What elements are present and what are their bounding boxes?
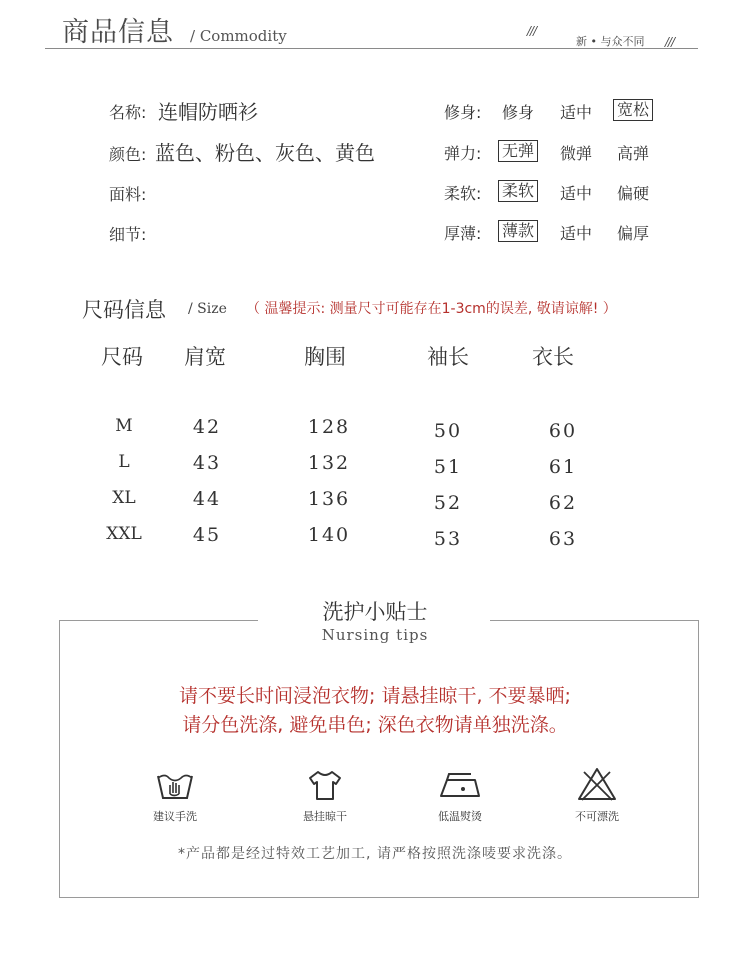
size-cell: XL: [112, 488, 136, 508]
header-tagline: 新 • 与众不同: [576, 35, 645, 48]
attribute-label: 厚薄:: [444, 224, 482, 243]
attribute-option: 适中: [560, 184, 593, 203]
table-cell: 43: [192, 452, 222, 474]
table-cell: 50: [433, 420, 463, 442]
low-iron-label: 低温熨烫: [438, 810, 482, 823]
attribute-label: 修身:: [444, 103, 482, 122]
table-header: 袖长: [427, 345, 469, 369]
hand-wash-icon: [155, 768, 195, 802]
hang-dry-label: 悬挂晾干: [303, 810, 347, 823]
table-cell: 128: [307, 416, 351, 438]
section-title-commodity: 商品信息: [62, 17, 174, 48]
attribute-option: 适中: [560, 103, 593, 122]
attribute-option: 偏厚: [617, 224, 650, 243]
care-footnote: *产品都是经过特效工艺加工, 请严格按照洗涤唛要求洗涤。: [178, 846, 572, 862]
table-cell: 62: [548, 492, 578, 514]
table-cell: 132: [307, 452, 351, 474]
care-item-low-iron: [405, 768, 515, 824]
size-cell: L: [118, 452, 130, 472]
decor-slashes-left: ///: [527, 24, 537, 38]
care-warning-line-1: 请不要长时间浸泡衣物; 请悬挂晾干, 不要暴晒;: [179, 685, 571, 707]
care-warning-line-2: 请分色洗涤, 避免串色; 深色衣物请单独洗涤。: [182, 714, 568, 736]
section-subtitle-commodity: / Commodity: [190, 27, 287, 45]
attribute-label: 弹力:: [444, 144, 482, 163]
attribute-option-selected: 柔软: [498, 180, 538, 202]
color-value: 蓝色、粉色、灰色、黄色: [155, 141, 375, 165]
table-cell: 140: [307, 524, 351, 546]
no-bleach-icon: [576, 766, 618, 802]
size-cell: XXL: [106, 524, 142, 544]
attribute-option-selected: 无弹: [498, 140, 538, 162]
table-cell: 60: [548, 420, 578, 442]
table-cell: 42: [192, 416, 222, 438]
table-cell: 63: [548, 528, 578, 550]
attribute-option: 高弹: [617, 144, 650, 163]
detail-label: 细节:: [109, 225, 147, 244]
low-iron-icon: [437, 768, 483, 802]
attribute-option: 修身: [502, 103, 535, 122]
table-cell: 136: [307, 488, 351, 510]
table-header: 衣长: [532, 345, 574, 369]
hang-dry-icon: [305, 768, 345, 802]
care-item-hang-dry: [270, 768, 380, 824]
table-cell: 53: [433, 528, 463, 550]
attribute-option-selected: 薄款: [498, 220, 538, 242]
care-title: 洗护小贴士: [322, 600, 428, 624]
measurement-tip: （ 温馨提示: 测量尺寸可能存在1-3cm的误差, 敬请谅解! ）: [246, 301, 617, 317]
table-cell: 61: [548, 456, 578, 478]
hand-wash-label: 建议手洗: [153, 810, 197, 823]
attribute-option: 微弹: [560, 144, 593, 163]
decor-slashes-right: ///: [665, 35, 675, 49]
section-subtitle-size: / Size: [188, 301, 227, 317]
attribute-option-selected: 宽松: [613, 99, 653, 121]
name-value: 连帽防晒衫: [158, 100, 258, 124]
table-cell: 44: [192, 488, 222, 510]
table-cell: 52: [433, 492, 463, 514]
care-item-no-bleach: [542, 766, 652, 824]
section-title-size: 尺码信息: [82, 298, 166, 322]
table-header: 肩宽: [184, 345, 226, 369]
table-cell: 51: [433, 456, 463, 478]
attribute-option: 偏硬: [617, 184, 650, 203]
table-header: 尺码: [101, 345, 143, 369]
attribute-label: 柔软:: [444, 184, 482, 203]
fabric-label: 面料:: [109, 185, 147, 204]
care-subtitle: Nursing tips: [321, 626, 429, 644]
care-item-hand-wash: [120, 768, 230, 824]
size-cell: M: [115, 416, 133, 436]
name-label: 名称:: [109, 103, 147, 122]
color-label: 颜色:: [109, 145, 147, 164]
table-cell: 45: [192, 524, 222, 546]
attribute-option: 适中: [560, 224, 593, 243]
no-bleach-label: 不可漂洗: [575, 810, 619, 823]
table-header: 胸围: [304, 345, 346, 369]
